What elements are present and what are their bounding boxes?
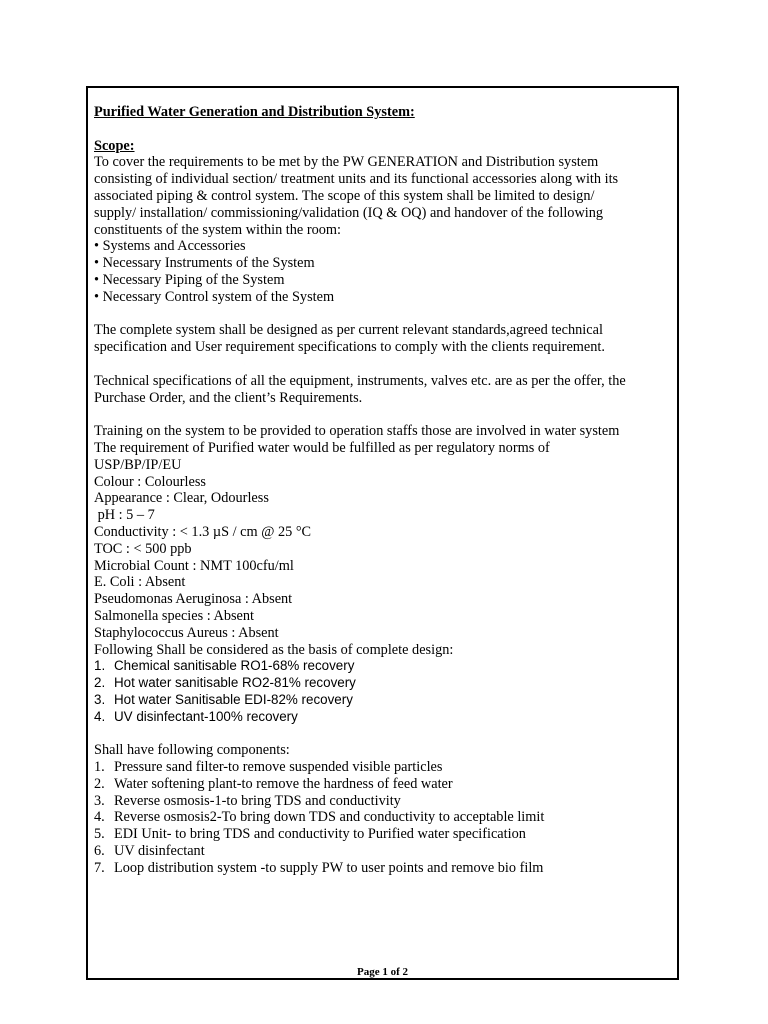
scope-bullet-item: • Necessary Instruments of the System [94,255,315,272]
list-number: 6. [94,843,105,860]
component-item [94,776,674,793]
spec-line: Colour : Colourless [94,473,206,490]
component-item [94,826,674,843]
scope-text-line: To cover the requirements to be met by the PW GENERATION and Distribution system [94,154,599,171]
list-item-text: Hot water Sanitisable EDI-82% recovery [114,691,353,707]
list-number: 1. [94,658,106,674]
list-item-text: Reverse osmosis2-To bring down TDS and conductivity to acceptable limit [114,809,545,826]
spec-line: TOC : < 500 ppb [94,540,192,557]
scope-heading: Scope: [94,137,135,154]
scope-bullet-item: • Systems and Accessories [94,238,246,255]
component-item [94,860,674,877]
scope-text-line: constituents of the system within the room: [94,221,341,238]
spacer [94,306,674,323]
spacer [94,121,674,138]
list-number: 5. [94,826,105,843]
spec-line: Staphylococcus Aureus : Absent [94,624,279,641]
list-number: 4. [94,809,105,826]
scope-text-line: supply/ installation/ commissioning/validation (IQ & OQ) and handover of the following [94,204,604,221]
standards-paragraph-line: specification and User requirement specifications to comply with the clients requirement. [94,339,605,356]
component-item [94,809,674,826]
technical-paragraph-line: Technical specifications of all the equipment, instruments, valves etc. are as per the offer, the [94,372,626,389]
list-item-text: Water softening plant-to remove the hardness of feed water [114,775,453,792]
spec-line: Pseudomonas Aeruginosa : Absent [94,591,293,608]
document-title: Purified Water Generation and Distribution System: [94,104,415,120]
training-paragraph-line: USP/BP/IP/EU [94,456,182,473]
spacer [94,406,674,423]
scope-text-line: consisting of individual section/ treatment units and its functional accessories along with its [94,171,619,188]
list-number: 7. [94,859,105,876]
list-number: 2. [94,675,106,691]
spec-line: E. Coli : Absent [94,574,186,591]
list-item-text: Chemical sanitisable RO1-68% recovery [114,658,355,674]
list-item-text: UV disinfectant [114,843,205,860]
training-paragraph-line: The requirement of Purified water would be fulfilled as per regulatory norms of [94,439,550,456]
spacer [94,725,674,742]
design-basis-item [94,709,674,726]
scope-bullet-item: • Necessary Piping of the System [94,271,285,288]
list-number: 1. [94,759,105,776]
list-item-text: Loop distribution system -to supply PW to user points and remove bio film [114,859,544,876]
design-basis-item [94,675,674,692]
document-body [94,104,674,877]
component-item [94,759,674,776]
spacer [94,356,674,373]
training-paragraph-line: Training on the system to be provided to operation staffs those are involved in water system [94,423,620,440]
list-item-text: Pressure sand filter-to remove suspended visible particles [114,759,443,776]
list-item-text: UV disinfectant-100% recovery [114,708,298,724]
spec-line: Appearance : Clear, Odourless [94,490,269,507]
standards-paragraph-line: The complete system shall be designed as per current relevant standards,agreed technical [94,322,603,339]
component-item [94,793,674,810]
scope-bullet-item: • Necessary Control system of the System [94,288,335,305]
list-item-text: EDI Unit- to bring TDS and conductivity to Purified water specification [114,826,526,843]
list-item-text: Reverse osmosis-1-to bring TDS and conductivity [114,792,401,809]
spec-line: Conductivity : < 1.3 µS / cm @ 25 °C [94,523,312,540]
scope-text-line: associated piping & control system. The scope of this system shall be limited to design/ [94,187,595,204]
document-page [86,86,679,980]
design-basis-item [94,692,674,709]
list-number: 3. [94,691,106,707]
technical-paragraph-line: Purchase Order, and the client’s Requirements. [94,389,363,406]
spec-line: pH : 5 – 7 [94,507,155,524]
list-number: 3. [94,792,105,809]
spec-line: Salmonella species : Absent [94,607,255,624]
list-number: 2. [94,775,105,792]
spec-line: Following Shall be considered as the basis of complete design: [94,641,454,658]
design-basis-item [94,658,674,675]
components-heading: Shall have following components: [94,742,290,759]
list-item-text: Hot water sanitisable RO2-81% recovery [114,675,356,691]
page-number-footer: Page 1 of 2 [356,966,408,978]
list-number: 4. [94,708,106,724]
component-item [94,843,674,860]
spec-line: Microbial Count : NMT 100cfu/ml [94,557,294,574]
